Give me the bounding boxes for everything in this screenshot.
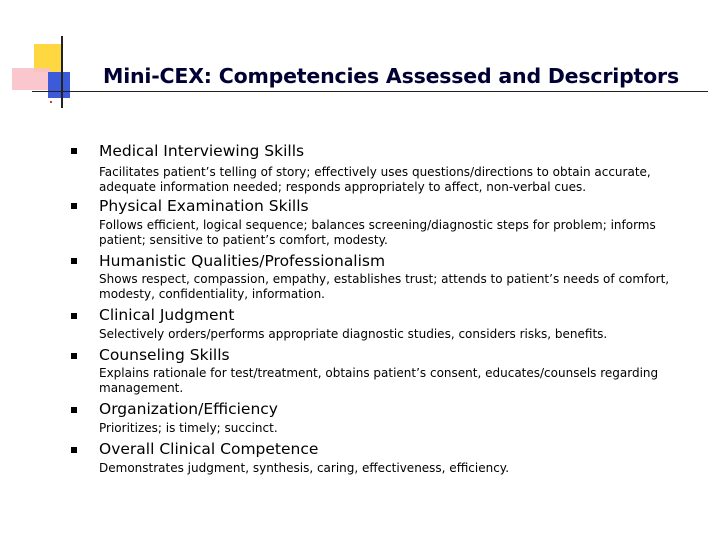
- title-underline: [32, 91, 708, 92]
- competency-heading: Humanistic Qualities/Professionalism: [99, 252, 386, 270]
- competency-heading: Physical Examination Skills: [99, 197, 309, 215]
- bullet-icon: [71, 407, 77, 413]
- competency-heading: Counseling Skills: [99, 346, 230, 364]
- bullet-icon: [71, 353, 77, 359]
- competency-description: Demonstrates judgment, synthesis, caring, effectiveness, efficiency.: [99, 461, 510, 475]
- bullet-icon: [71, 313, 77, 319]
- competency-description: Selectively orders/performs appropriate diagnostic studies, considers risks, benefits.: [99, 327, 608, 341]
- bullet-icon: [71, 203, 77, 209]
- bullet-icon: [71, 258, 77, 264]
- decorative-pink-square: [12, 68, 50, 90]
- bullet-icon: [71, 447, 77, 453]
- decorative-dot: [50, 101, 52, 103]
- decorative-vertical-line: [61, 36, 63, 108]
- competency-heading: Overall Clinical Competence: [99, 440, 319, 458]
- competency-heading: Medical Interviewing Skills: [99, 142, 305, 160]
- slide-title: Mini-CEX: Competencies Assessed and Descriptors: [103, 64, 679, 88]
- bullet-icon: [71, 148, 77, 154]
- competency-description: Shows respect, compassion, empathy, establishes trust; attends to patient’s needs of comfort, modesty, confidentiality, information.: [99, 272, 670, 301]
- competency-heading: Organization/Efficiency: [99, 400, 278, 418]
- competency-description: Prioritizes; is timely; succinct.: [99, 421, 278, 435]
- competency-description: Follows efficient, logical sequence; balances screening/diagnostic steps for problem; informs patient; sensitive to patient’s comfort, modesty.: [99, 218, 656, 247]
- competency-heading: Clinical Judgment: [99, 306, 235, 324]
- competency-description: Facilitates patient’s telling of story; effectively uses questions/directions to obtain accurate, adequate information needed; responds appropriately to affect, non-verbal cues.: [99, 165, 651, 194]
- competency-description: Explains rationale for test/treatment, obtains patient’s consent, educates/counsels regarding management.: [99, 366, 659, 395]
- decorative-blue-square: [48, 72, 70, 98]
